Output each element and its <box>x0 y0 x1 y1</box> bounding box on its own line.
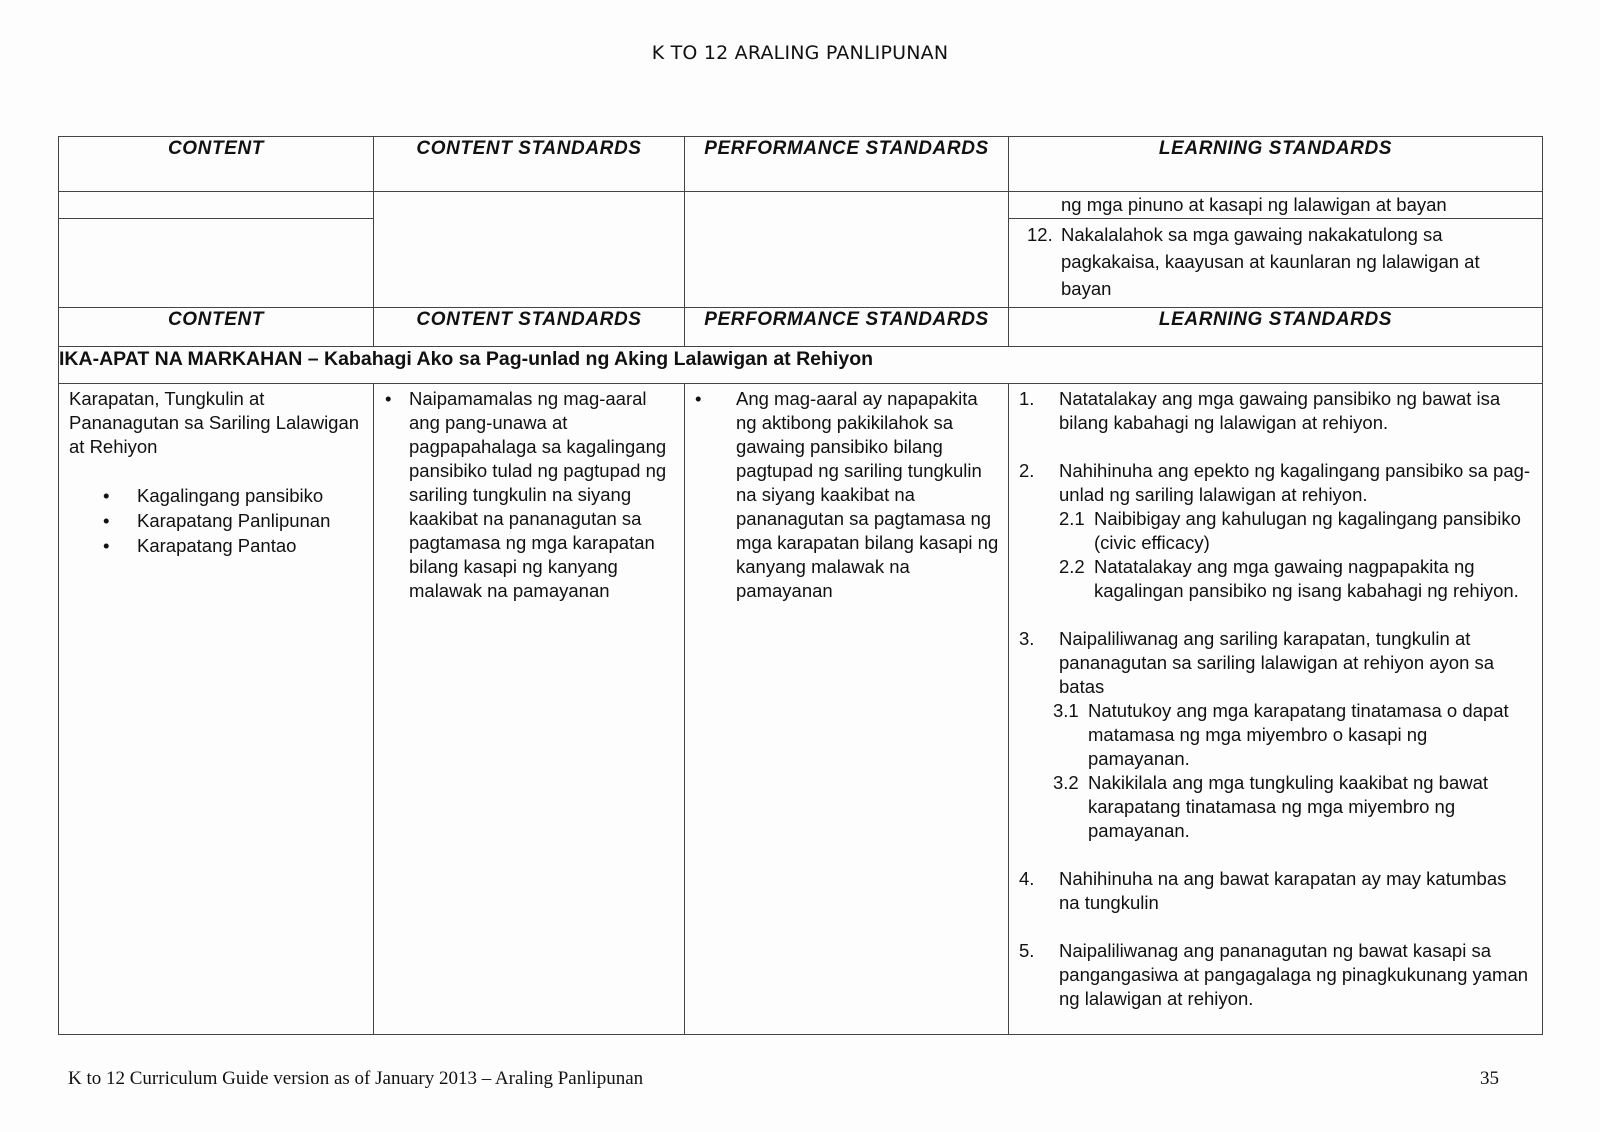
header-content: CONTENT <box>59 137 374 192</box>
list-item: • Kagalingang pansibiko <box>103 485 324 506</box>
learning-standard-item: 1. Natatalakay ang mga gawaing pansibiko ng bawat isa bilang kabahagi ng lalawigan at rehiyon. <box>1019 388 1501 433</box>
carryover-line: ng mga pinuno at kasapi ng lalawigan at bayan <box>1009 192 1543 219</box>
main-row <box>59 384 1543 1035</box>
content-topic: Karapatan, Tungkulin at Pananagutan sa Sariling Lalawigan at Rehiyon <box>69 388 360 457</box>
performance-standard: • Ang mag-aaral ay napapakita ng aktibong pakikilahok sa gawaing pansibiko bilang pagtupad ng sariling tungkulin na siyang kaakibat na pananagutan sa pagtamasa ng mga karapatan bilang kasapi ng kanyang malawak na pamayanan <box>695 388 999 601</box>
header-performance-standards: PERFORMANCE STANDARDS <box>685 137 1009 192</box>
quarter-row <box>59 347 1543 384</box>
empty-cell <box>59 192 374 219</box>
learning-standard-12: 12. Nakalalahok sa mga gawaing nakakatulong sa pagkakaisa, kaayusan at kaunlaran ng lalawigan at bayan <box>1009 219 1543 308</box>
carryover-row-1 <box>59 192 1543 219</box>
empty-cell <box>59 219 374 308</box>
page-header: K TO 12 ARALING PANLIPUNAN <box>651 42 949 64</box>
empty-cell <box>374 192 685 308</box>
content-standard: • Naipamamalas ng mag-aaral ang pang-unawa at pagpapahalaga sa kagalingang pansibiko tulad ng pagtupad ng sariling tungkulin na siyang kaakibat na pananagutan sa pagtamasa ng mga karapatan bilang kasapi ng kanyang malawak na pamayanan <box>385 388 667 601</box>
learning-standard-subitem: 3.2 Nakikilala ang mga tungkuling kaakibat ng bawat karapatang tinatamasa ng mga miyembro ng pamayanan. <box>1053 772 1489 841</box>
list-item: • Karapatang Pantao <box>103 535 297 556</box>
learning-standard-subitem: 2.2 Natatalakay ang mga gawaing nagpapakita ng kagalingan pansibiko ng isang kabahagi ng rehiyon. <box>1059 556 1519 601</box>
header-content-standards: CONTENT STANDARDS <box>374 137 685 192</box>
learning-standard-item: 4. Nahihinuha na ang bawat karapatan ay may katumbas na tungkulin <box>1019 868 1507 913</box>
learning-standards-cell <box>1009 384 1543 1035</box>
header-performance-standards: PERFORMANCE STANDARDS <box>685 308 1009 347</box>
quarter-title: IKA-APAT NA MARKAHAN – Kabahagi Ako sa Pag-unlad ng Aking Lalawigan at Rehiyon <box>59 347 1543 384</box>
curriculum-table <box>58 136 1543 1035</box>
list-item: • Karapatang Panlipunan <box>103 510 331 531</box>
table-header-row-repeat <box>59 308 1543 347</box>
content-cell <box>59 384 374 1035</box>
page-number: 35 <box>1480 1068 1499 1089</box>
learning-standard-item: 3. Naipaliliwanag ang sariling karapatan, tungkulin at pananagutan sa sariling lalawigan at rehiyon ayon sa batas <box>1019 628 1495 697</box>
header-content: CONTENT <box>59 308 374 347</box>
learning-standard-subitem: 2.1 Naibibigay ang kahulugan ng kagalingang pansibiko (civic efficacy) <box>1059 508 1521 553</box>
learning-standard-item: 2. Nahihinuha ang epekto ng kagalingang pansibiko sa pag-unlad ng sariling lalawigan at rehiyon. <box>1019 460 1531 505</box>
learning-standard-item: 5. Naipaliliwanag ang pananagutan ng bawat kasapi sa pangangasiwa at pangagalaga ng pinagkukunang yaman ng lalawigan at rehiyon. <box>1019 940 1529 1009</box>
performance-standards-cell <box>685 384 1009 1035</box>
content-standards-cell <box>374 384 685 1035</box>
header-content-standards: CONTENT STANDARDS <box>374 308 685 347</box>
table-header-row <box>59 137 1543 192</box>
content-bullet-list <box>59 484 373 559</box>
learning-standard-subitem: 3.1 Natutukoy ang mga karapatang tinatamasa o dapat matamasa ng mga miyembro o kasapi ng pamayanan. <box>1053 700 1509 769</box>
header-learning-standards: LEARNING STANDARDS <box>1009 308 1543 347</box>
empty-cell <box>685 192 1009 308</box>
footer-text: K to 12 Curriculum Guide version as of January 2013 – Araling Panlipunan <box>68 1068 644 1089</box>
header-learning-standards: LEARNING STANDARDS <box>1009 137 1543 192</box>
